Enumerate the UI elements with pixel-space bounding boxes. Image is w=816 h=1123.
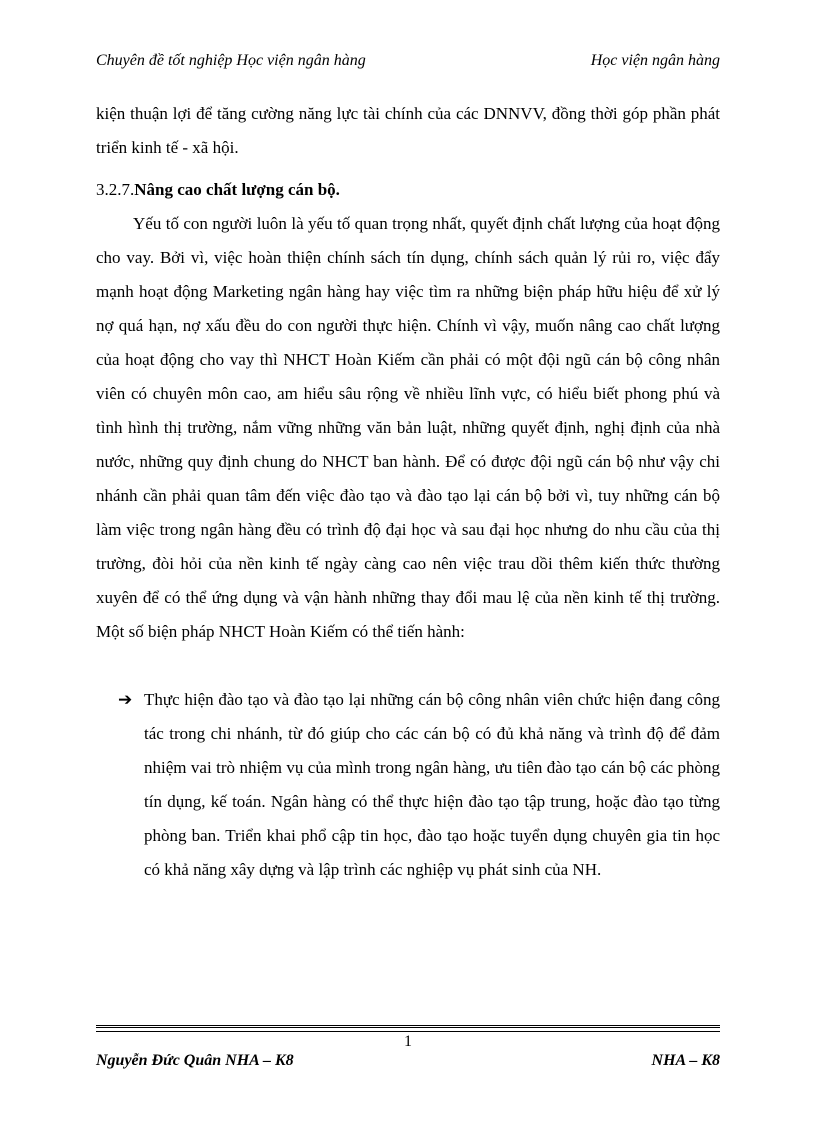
page-number: 1 — [404, 1033, 412, 1050]
intro-paragraph: kiện thuận lợi để tăng cường năng lực tài chính của các DNNVV, đồng thời góp phần phát triển kinh tế - xã hội. — [96, 104, 720, 157]
footer-left: Nguyễn Đức Quân NHA – K8 — [96, 1052, 294, 1069]
page-header — [96, 52, 720, 70]
bullet-text: Thực hiện đào tạo và đào tạo lại những cán bộ công nhân viên chức hiện đang công tác trong chi nhánh, từ đó giúp cho các cán bộ có đủ khả năng và trình độ để đảm nhiệm vai trò nhiệm vụ của mình trong ngân hàng, ưu tiên đào tạo cán bộ các phòng tín dụng, kế toán. Ngân hàng có thể thực hiện đào tạo tập trung, hoặc đào tạo từng phòng ban. Triển khai phổ cập tin học, đào tạo hoặc tuyển dụng chuyên gia tin học có khả năng xây dựng và lập trình các nghiệp vụ phát sinh của NH. — [144, 690, 720, 879]
section-number: 3.2.7. — [96, 180, 135, 199]
body-paragraph: Yếu tố con người luôn là yếu tố quan trọng nhất, quyết định chất lượng của hoạt động cho vay. Bởi vì, việc hoàn thiện chính sách tín dụng, chính sách quản lý rủi ro, việc đẩy mạnh hoạt động Marketing ngân hàng hay việc tìm ra những biện pháp hữu hiệu để xử lý nợ quá hạn, nợ xấu đều do con người thực hiện. Chính vì vậy, muốn nâng cao chất lượng của hoạt động cho vay thì NHCT Hoàn Kiếm cần phải có một đội ngũ cán bộ công nhân viên có chuyên môn cao, am hiểu sâu rộng về nhiều lĩnh vực, có hiểu biết phong phú và tình hình thị trường, nắm vững những văn bản luật, những quyết định, nghị định của nhà nước, những quy định chung do NHCT ban hành. Để có được đội ngũ cán bộ như vậy chi nhánh cần phải quan tâm đến việc đào tạo và đào tạo lại cán bộ bởi vì, tuy những cán bộ làm việc trong ngân hàng đều có trình độ đại học và sau đại học nhưng do nhu cầu của thị trường, đòi hỏi của nền kinh tế ngày càng cao nên việc trau dồi thêm kiến thức thường xuyên để có thể ứng dụng và vận hành những thay đổi mau lệ của nền kinh tế thị trường. Một số biện pháp NHCT Hoàn Kiếm có thể tiến hành: — [96, 214, 720, 641]
document-body — [96, 97, 720, 887]
section-heading — [96, 173, 720, 207]
arrow-right-icon: ➔ — [118, 690, 133, 709]
footer-right: NHA – K8 — [651, 1052, 720, 1069]
page-footer — [96, 1052, 720, 1070]
section-title: Nâng cao chất lượng cán bộ. — [134, 180, 340, 199]
header-left: Chuyên đề tốt nghiệp Học viện ngân hàng — [96, 52, 366, 69]
bullet-item — [96, 683, 720, 887]
header-right: Học viện ngân hàng — [590, 52, 720, 69]
footer-divider — [96, 1025, 720, 1032]
